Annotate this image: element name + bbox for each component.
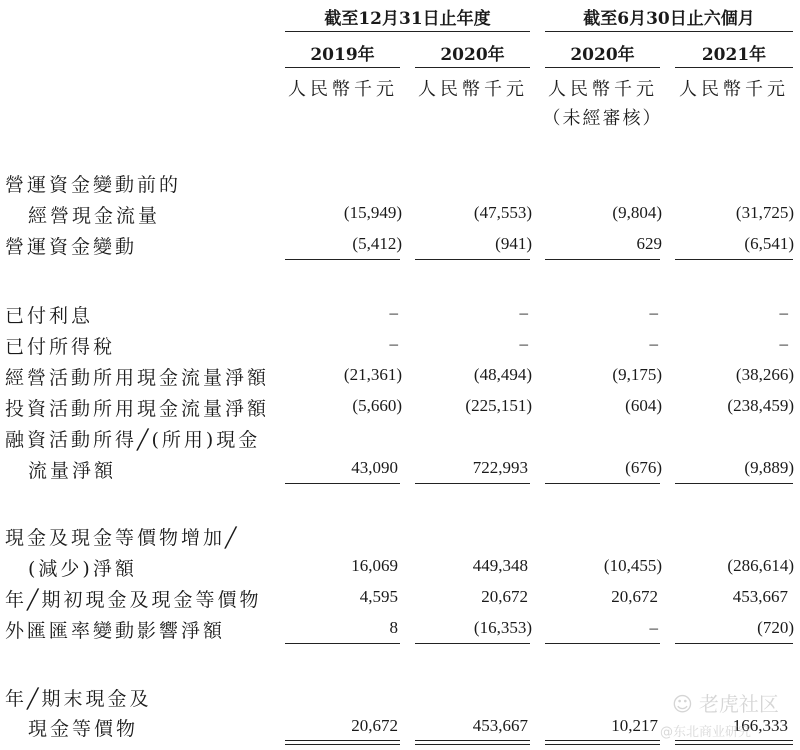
cell-value: (6,541): [744, 234, 794, 253]
watermark-handle: @东北商业研究: [660, 725, 752, 740]
currency-unit-label: 人民幣千元: [288, 79, 398, 100]
cell-value: –: [389, 303, 398, 322]
row-label: 營運資金變動前的: [5, 174, 182, 196]
year-underline: [285, 67, 400, 68]
cell-value: (9,889): [744, 458, 794, 477]
cell-value: (604): [625, 396, 662, 415]
subtotal-rule: [545, 259, 660, 260]
cell-value: –: [649, 303, 658, 322]
cell-value: 629: [636, 234, 662, 253]
watermark-logo: [672, 688, 779, 717]
cell-value: (286,614): [727, 556, 794, 575]
cell-value: 4,595: [359, 587, 398, 606]
row-label: 投資活動所用現金流量淨額: [5, 398, 270, 420]
year-header-2019: 2019年: [310, 45, 375, 65]
subtotal-rule: [285, 483, 400, 484]
cell-value: (720): [757, 618, 794, 637]
currency-unit-label: 人民幣千元: [418, 79, 528, 100]
cell-value: –: [389, 334, 398, 353]
row-label: 已付利息: [5, 305, 94, 327]
cell-value: 8: [389, 618, 398, 637]
cell-value: 43,090: [351, 458, 398, 477]
subtotal-rule: [415, 259, 530, 260]
subtotal-rule: [675, 643, 793, 644]
cell-value: (31,725): [735, 203, 794, 222]
year-underline: [675, 67, 793, 68]
subtotal-rule: [285, 643, 400, 644]
cell-value: 20,672: [481, 587, 528, 606]
row-label: 現金及現金等價物增加╱: [5, 527, 240, 549]
total-double-rule: [545, 744, 660, 745]
total-double-rule: [415, 740, 530, 741]
cell-value: (5,660): [352, 396, 402, 415]
row-label: 外匯匯率變動影響淨額: [5, 620, 226, 642]
header-underline-six-months: [545, 31, 793, 32]
row-label: 流量淨額: [28, 460, 117, 482]
currency-unit-label: 人民幣千元: [548, 79, 658, 100]
cell-value: 20,672: [611, 587, 658, 606]
cell-value: 453,667: [472, 716, 528, 735]
cell-value: –: [779, 303, 788, 322]
cell-value: (9,175): [612, 365, 662, 384]
row-label: 現金等價物: [28, 718, 139, 740]
year-underline: [415, 67, 530, 68]
cell-value: (238,459): [727, 396, 794, 415]
cell-value: –: [519, 303, 528, 322]
cell-value: (38,266): [735, 365, 794, 384]
cell-value: –: [519, 334, 528, 353]
year-header-2020-full: 2020年: [440, 45, 505, 65]
unaudited-note: （未經審核）: [542, 108, 663, 129]
total-double-rule: [675, 744, 793, 745]
cell-value: 722,993: [472, 458, 528, 477]
subtotal-rule: [675, 483, 793, 484]
cell-value: (21,361): [343, 365, 402, 384]
cell-value: 10,217: [611, 716, 658, 735]
subtotal-rule: [545, 643, 660, 644]
row-label: 經營現金流量: [28, 205, 161, 227]
period-header-full-year: 截至12月31日止年度: [324, 9, 491, 29]
cell-value: (15,949): [343, 203, 402, 222]
cell-value: (225,151): [465, 396, 532, 415]
year-header-2020-half: 2020年: [570, 45, 635, 65]
cell-value: (941): [495, 234, 532, 253]
cell-value: (676): [625, 458, 662, 477]
total-double-rule: [675, 740, 793, 741]
total-double-rule: [285, 744, 400, 745]
row-label: 經營活動所用現金流量淨額: [5, 367, 270, 389]
cell-value: (9,804): [612, 203, 662, 222]
cell-value: (16,353): [473, 618, 532, 637]
cell-value: (48,494): [473, 365, 532, 384]
row-label: 已付所得稅: [5, 336, 116, 358]
total-double-rule: [545, 740, 660, 741]
cell-value: 449,348: [472, 556, 528, 575]
cell-value: (47,553): [473, 203, 532, 222]
year-header-2021-half: 2021年: [701, 45, 767, 65]
total-double-rule: [415, 744, 530, 745]
row-label: 營運資金變動: [5, 236, 138, 258]
currency-unit-label: 人民幣千元: [679, 79, 789, 100]
watermark-brand: 老虎社区: [698, 692, 779, 716]
cell-value: (10,455): [603, 556, 662, 575]
row-label: (減少)淨額: [28, 558, 137, 580]
watermark-tiger-icon: ☺: [672, 692, 693, 716]
subtotal-rule: [285, 259, 400, 260]
total-double-rule: [285, 740, 400, 741]
cell-value: –: [649, 618, 658, 637]
cell-value: 453,667: [732, 587, 788, 606]
cell-value: 166,333: [732, 716, 788, 735]
cell-value: 20,672: [351, 716, 398, 735]
subtotal-rule: [415, 483, 530, 484]
cell-value: (5,412): [352, 234, 402, 253]
cell-value: –: [779, 334, 788, 353]
row-label: 融資活動所得╱(所用)現金: [5, 429, 261, 451]
year-underline: [545, 67, 660, 68]
cell-value: –: [649, 334, 658, 353]
period-header-six-months: 截至6月30日止六個月: [583, 9, 755, 29]
row-label: 年╱期末現金及: [5, 688, 152, 710]
cell-value: 16,069: [351, 556, 398, 575]
header-underline-full-year: [285, 31, 530, 32]
subtotal-rule: [415, 643, 530, 644]
subtotal-rule: [675, 259, 793, 260]
subtotal-rule: [545, 483, 660, 484]
row-label: 年╱期初現金及現金等價物: [5, 589, 262, 611]
